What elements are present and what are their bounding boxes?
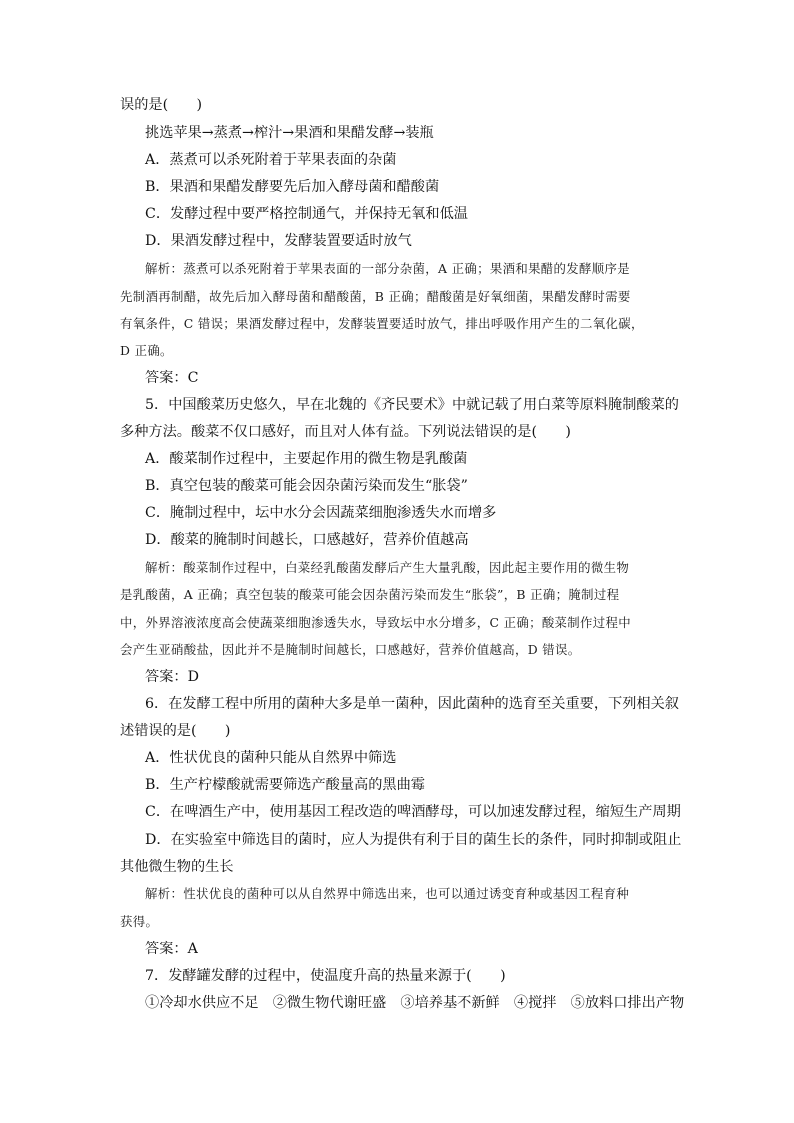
q6-stem-2: 述错误的是( ) [120,723,231,739]
q4-opt-d: D．果酒发酵过程中，发酵装置要适时放气 [145,233,412,249]
q4-exp-2: 先制酒再制醋，故先后加入酵母菌和醋酸菌，B 正确；醋酸菌是好氧细菌，果醋发酵时需要 [120,289,631,304]
q5-exp-4: 会产生亚硝酸盐，因此并不是腌制时间越长，口感越好，营养价值越高，D 错误。 [120,642,581,657]
q6-exp-1: 解析：性状优良的菌种可以从自然界中筛选出来，也可以通过诱变育种或基因工程育种 [145,886,630,901]
q4-exp-4: D 正确。 [120,343,173,358]
q7-stem: 7．发酵罐发酵的过程中，使温度升高的热量来源于( ) [145,968,506,984]
q4-answer: 答案：C [145,370,199,386]
q4-stem-tail: 误的是( ) [120,97,203,113]
q4-exp-3: 有氧条件，C 错误；果酒发酵过程中，发酵装置要适时放气，排出呼吸作用产生的二氧化碳， [120,316,644,331]
q4-process: 挑选苹果→蒸煮→榨汁→果酒和果醋发酵→装瓶 [145,125,434,141]
q5-stem-2: 多种方法。酸菜不仅口感好，而且对人体有益。下列说法错误的是( ) [120,424,571,440]
q5-stem-1: 5．中国酸菜历史悠久，早在北魏的《齐民要术》中就记载了用白菜等原料腌制酸菜的 [145,397,679,413]
q6-stem-1: 6．在发酵工程中所用的菌种大多是单一菌种，因此菌种的选育至关重要，下列相关叙 [145,696,679,712]
q5-exp-1: 解析：酸菜制作过程中，白菜经乳酸菌发酵后产生大量乳酸，因此起主要作用的微生物 [145,560,630,575]
q5-exp-2: 是乳酸菌，A 正确；真空包装的酸菜可能会因杂菌污染而发生“胀袋”，B 正确；腌制过程 [120,587,620,602]
q6-opt-c: C．在啤酒生产中，使用基因工程改造的啤酒酵母，可以加速发酵过程，缩短生产周期 [145,804,681,820]
q5-opt-c: C．腌制过程中，坛中水分会因蔬菜细胞渗透失水而增多 [145,505,497,521]
q5-opt-a: A．酸菜制作过程中，主要起作用的微生物是乳酸菌 [145,451,468,467]
q4-opt-b: B．果酒和果醋发酵要先后加入酵母菌和醋酸菌 [145,179,440,195]
q5-opt-b: B．真空包装的酸菜可能会因杂菌污染而发生“胀袋” [145,478,468,494]
q6-answer: 答案：A [145,941,198,957]
q4-opt-c: C．发酵过程中要严格控制通气，并保持无氧和低温 [145,206,468,222]
q6-exp-2: 获得。 [120,914,159,929]
q6-opt-d-2: 其他微生物的生长 [120,859,234,875]
q4-exp-1: 解析：蒸煮可以杀死附着于苹果表面的一部分杂菌，A 正确；果酒和果醋的发酵顺序是 [145,261,630,276]
q6-opt-b: B．生产柠檬酸就需要筛选产酸量高的黑曲霉 [145,777,425,793]
q5-exp-3: 中，外界溶液浓度高会使蔬菜细胞渗透失水，导致坛中水分增多，C 正确；酸菜制作过程中 [120,615,632,630]
q6-opt-a: A．性状优良的菌种只能从自然界中筛选 [145,750,397,766]
q4-opt-a: A．蒸煮可以杀死附着于苹果表面的杂菌 [145,152,397,168]
q7-options: ①冷却水供应不足 ②微生物代谢旺盛 ③培养基不新鲜 ④搅拌 ⑤放料口排出产物 [145,995,685,1011]
q6-opt-d-1: D．在实验室中筛选目的菌时，应人为提供有利于目的菌生长的条件，同时抑制或阻止 [145,832,682,848]
q5-opt-d: D．酸菜的腌制时间越长，口感越好，营养价值越高 [145,532,469,548]
q5-answer: 答案：D [145,669,199,685]
